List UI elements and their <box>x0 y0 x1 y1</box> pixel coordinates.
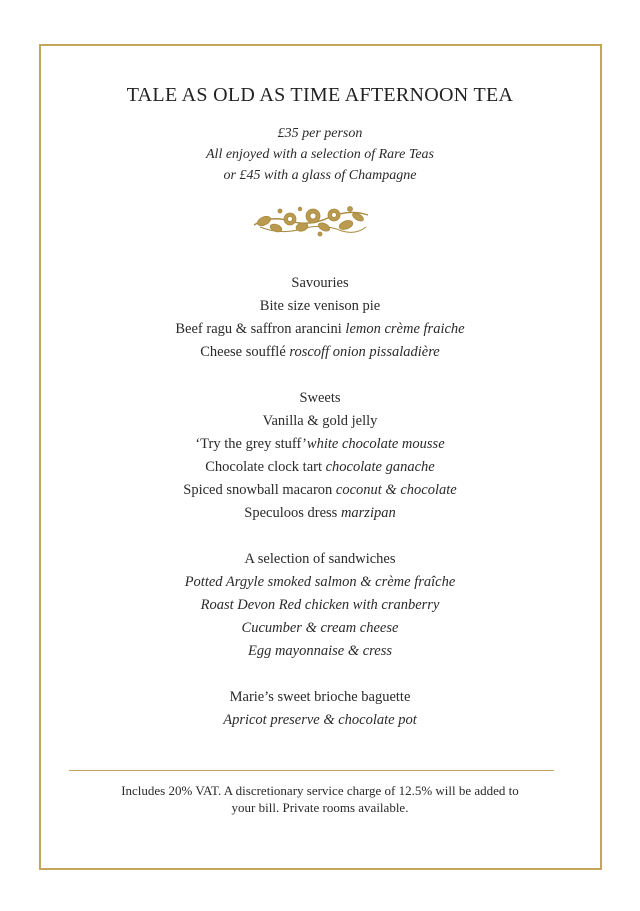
menu-item <box>0 318 640 341</box>
sandwich-item: Egg mayonnaise & cress <box>247 643 393 659</box>
menu-item <box>0 433 640 456</box>
brioche-heading: Marie’s sweet brioche baguette <box>229 689 411 705</box>
menu-item-detail: roscoff onion pissaladière <box>289 344 440 360</box>
menu-item <box>0 295 640 318</box>
sandwich-item: Cucumber & cream cheese <box>241 620 399 636</box>
menu-item-detail: chocolate ganache <box>325 459 435 475</box>
sweets-heading: Sweets <box>299 390 341 406</box>
footer-divider <box>69 770 554 771</box>
menu-item <box>0 502 640 525</box>
menu-item-detail: coconut & chocolate <box>335 482 457 498</box>
menu-item-name: Cheese soufflé <box>200 344 286 360</box>
footer-line: your bill. Private rooms available. <box>231 800 409 815</box>
menu-body <box>0 272 640 732</box>
savouries-heading: Savouries <box>291 275 349 291</box>
menu-title: TALE AS OLD AS TIME AFTERNOON TEA <box>126 84 514 106</box>
sandwich-item: Roast Devon Red chicken with cranberry <box>200 597 440 613</box>
menu-item <box>0 410 640 433</box>
footer-line: Includes 20% VAT. A discretionary service charge of 12.5% will be added to <box>121 783 519 798</box>
menu-item-name: Chocolate clock tart <box>205 459 322 475</box>
menu-item <box>0 341 640 364</box>
menu-item-name: ‘Try the grey stuff’ <box>195 436 307 452</box>
menu-item-name: Vanilla & gold jelly <box>262 413 378 429</box>
sandwich-item: Potted Argyle smoked salmon & crème fraîche <box>184 574 456 590</box>
menu-item <box>0 479 640 502</box>
menu-item-detail: white chocolate mousse <box>306 436 445 452</box>
champagne-price: or £45 with a glass of Champagne <box>223 168 417 183</box>
brioche-detail: Apricot preserve & chocolate pot <box>223 712 417 728</box>
price-per-person: £35 per person <box>277 126 363 141</box>
rare-teas-note: All enjoyed with a selection of Rare Teas <box>206 147 434 162</box>
menu-item <box>0 456 640 479</box>
menu-item-detail: marzipan <box>340 505 396 521</box>
menu-item-name: Speculoos dress <box>244 505 338 521</box>
pricing-block <box>0 123 640 186</box>
floral-ornament-icon <box>250 201 372 241</box>
footer-note <box>0 782 640 816</box>
sandwiches-heading: A selection of sandwiches <box>244 551 396 567</box>
menu-item-detail: lemon crème fraiche <box>345 321 465 337</box>
menu-item-name: Bite size venison pie <box>259 298 381 314</box>
menu-item-name: Spiced snowball macaron <box>183 482 333 498</box>
menu-item-name: Beef ragu & saffron arancini <box>175 321 342 337</box>
